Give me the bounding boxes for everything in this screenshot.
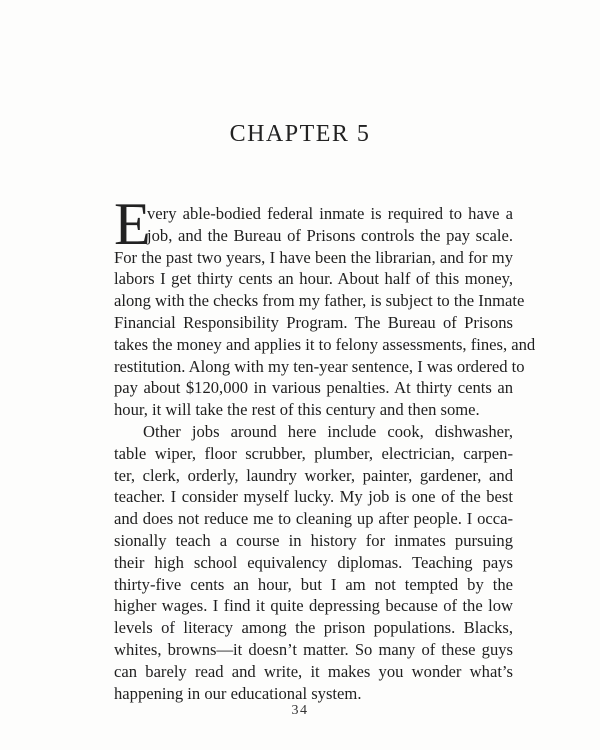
chapter-body: [114, 191, 536, 704]
text-line: labors I get thirty cents an hour. About half of this money,: [114, 269, 513, 289]
chapter-title: CHAPTER 5: [229, 121, 371, 147]
text-line: their high school equivalency diplomas. Teaching pays: [114, 552, 513, 572]
text-line: thirty-five cents an hour, but I am not tempted by the: [114, 574, 513, 594]
text-line: job, and the Bureau of Prisons controls the pay scale.: [147, 225, 513, 245]
text-line: can barely read and write, it makes you wonder what’s: [114, 661, 513, 681]
text-line: levels of literacy among the prison populations. Blacks,: [114, 618, 513, 638]
text-line: whites, browns—it doesn’t matter. So many of these guys: [114, 639, 513, 659]
drop-cap: E: [114, 191, 151, 257]
text-line: very able-bodied federal inmate is required to have a: [147, 204, 513, 223]
text-line: and does not reduce me to cleaning up after people. I occa-: [114, 509, 513, 529]
text-line: hour, it will take the rest of this century and then some.: [114, 400, 480, 420]
text-line: happening in our educational system.: [114, 683, 362, 703]
text-line: pay about $120,000 in various penalties. At thirty cents an: [114, 378, 513, 398]
text-line: higher wages. I find it quite depressing because of the low: [114, 596, 513, 616]
text-line: For the past two years, I have been the librarian, and for my: [114, 247, 513, 267]
text-line: sionally teach a course in history for inmates pursuing: [114, 530, 513, 550]
text-line: Financial Responsibility Program. The Bureau of Prisons: [114, 312, 513, 332]
text-line: takes the money and applies it to felony assessments, fines, and: [114, 334, 536, 354]
text-line: along with the checks from my father, is subject to the Inmate: [114, 291, 525, 311]
text-line: Other jobs around here include cook, dishwasher,: [143, 421, 513, 441]
text-line: table wiper, floor scrubber, plumber, electrician, carpen-: [114, 443, 513, 463]
page-number: 34: [291, 703, 309, 718]
text-line: teacher. I consider myself lucky. My job is one of the best: [114, 487, 513, 507]
text-line: ter, clerk, orderly, laundry worker, painter, gardener, and: [114, 465, 513, 485]
text-line: restitution. Along with my ten-year sentence, I was ordered to: [114, 356, 525, 376]
